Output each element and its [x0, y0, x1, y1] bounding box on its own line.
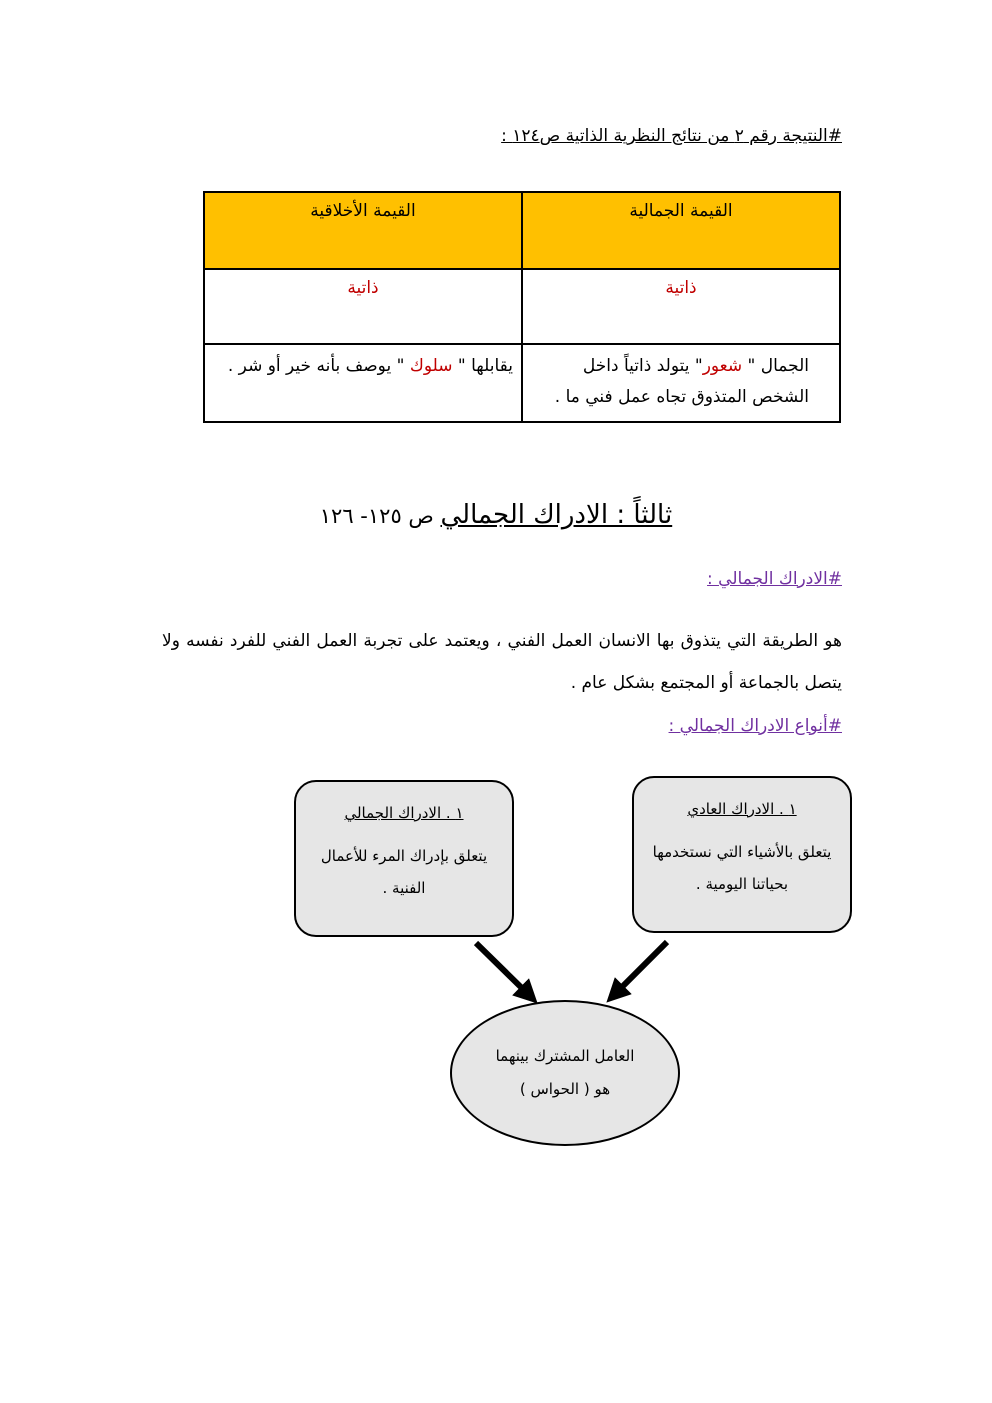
- common-factor-line1: العامل المشترك بينهما: [495, 1047, 635, 1065]
- aesthetic-desc-highlight: شعور: [702, 356, 743, 376]
- left-arrow: [476, 943, 530, 996]
- moral-nature-cell: ذاتية: [204, 269, 522, 344]
- moral-desc-part2: " يوصف بأنه خير أو شر .: [227, 356, 410, 376]
- moral-desc-part1: يقابلها ": [452, 356, 513, 376]
- aesthetic-desc-part1: الجمال ": [742, 356, 809, 376]
- aesthetic-nature-cell: ذاتية: [522, 269, 840, 344]
- section-title-main: ثالثاً : الادراك الجمالي: [440, 500, 673, 530]
- ordinary-perception-text: يتعلق بالأشياء التي نستخدمها بحياتنا اليومية .: [652, 843, 832, 893]
- definition-heading: #الادراك الجمالي :: [707, 569, 842, 589]
- common-factor-ellipse: [450, 1000, 680, 1146]
- right-arrow: [614, 942, 667, 995]
- definition-paragraph: هو الطريقة التي يتذوق بها الانسان العمل الفني ، ويعتمد على تجربة العمل الفني للفرد نفسه ولا يتصل بالجماعة أو المجتمع بشكل عام .: [162, 631, 842, 693]
- aesthetic-perception-title: ١ . الادراك الجمالي: [344, 804, 464, 822]
- result-heading: #النتيجة رقم ٢ من نتائج النظرية الذاتية ص١٢٤ :: [501, 126, 842, 146]
- moral-desc-highlight: سلوك: [409, 356, 453, 376]
- header-aesthetic-value: القيمة الجمالية: [522, 192, 840, 269]
- types-heading: #أنواع الادراك الجمالي :: [668, 716, 842, 736]
- ordinary-perception-title: ١ . الادراك العادي: [687, 800, 797, 818]
- aesthetic-desc-part2: " يتولد ذاتياً داخل الشخص المتذوق تجاه عمل فني ما .: [554, 356, 809, 407]
- aesthetic-perception-text: يتعلق بإدراك المرء للأعمال الفنية .: [320, 847, 488, 897]
- header-moral-value: القيمة الأخلاقية: [204, 192, 522, 269]
- common-factor-line2: هو ( الحواس ): [519, 1080, 611, 1098]
- section-title-pages: ص ١٢٥- ١٢٦: [319, 504, 441, 528]
